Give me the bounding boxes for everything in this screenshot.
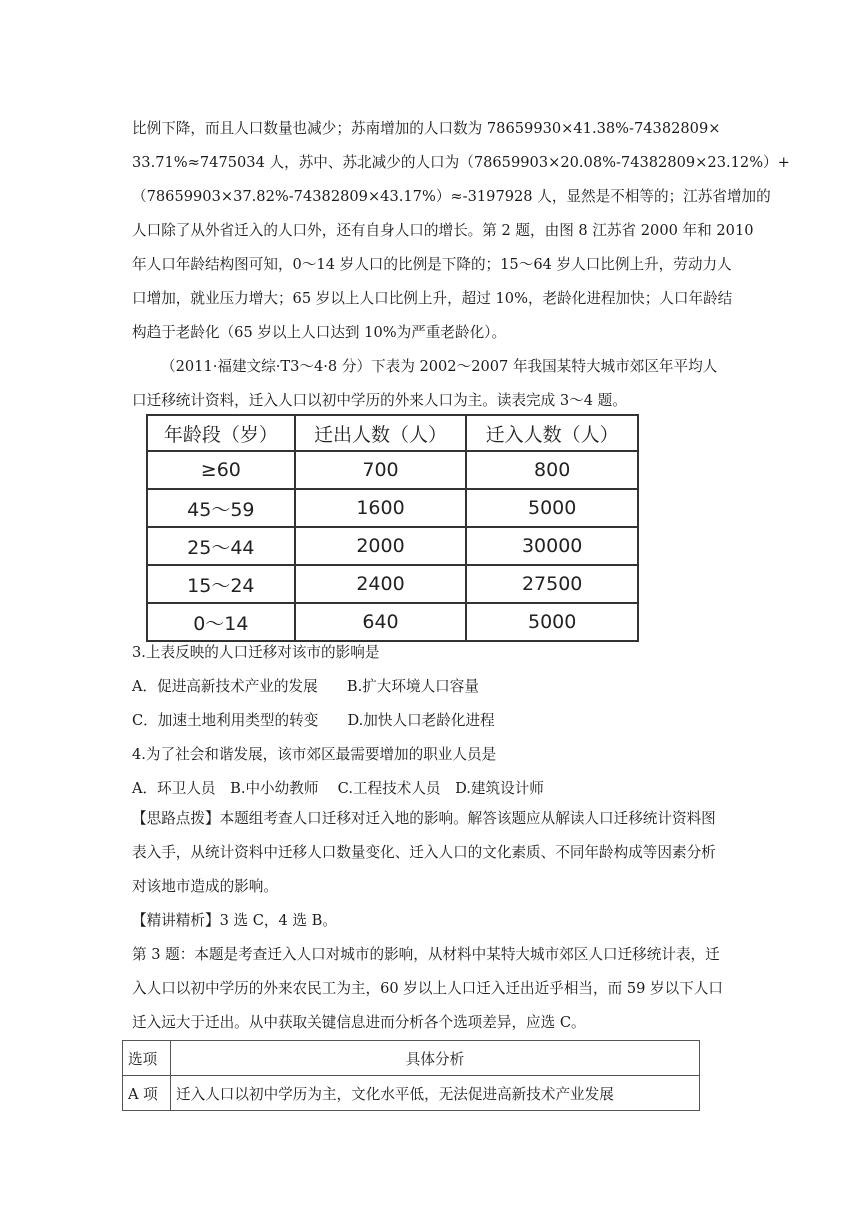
table-cell: 5000 xyxy=(466,489,638,527)
text-line: 口增加，就业压力增大；65 岁以上人口比例上升，超过 10%，老龄化进程加快；人口年龄结 xyxy=(132,290,733,307)
text-line: 对该地市造成的影响。 xyxy=(132,878,278,895)
table-cell: ≥60 xyxy=(147,451,295,489)
table-cell: 5000 xyxy=(466,603,638,641)
text-line: 表入手，从统计资料中迁移人口数量变化、迁入人口的文化素质、不同年龄构成等因素分析 xyxy=(132,844,716,861)
table-cell: 迁入人口以初中学历为主，文化水平低，无法促进高新技术产业发展 xyxy=(171,1076,700,1111)
answer-line xyxy=(132,904,742,938)
table-cell: 45～59 xyxy=(147,489,295,527)
question-3 xyxy=(132,636,742,738)
explanation-q3 xyxy=(132,938,742,1040)
table-cell: 640 xyxy=(295,603,467,641)
table-row xyxy=(123,1076,700,1111)
text-line: 年人口年龄结构图可知，0～14 岁人口的比例是下降的；15～64 岁人口比例上升，劳动力人 xyxy=(132,256,732,273)
table-cell: 1600 xyxy=(295,489,467,527)
table-row xyxy=(147,451,638,489)
table-cell: 25～44 xyxy=(147,527,295,565)
table-header-cell: 具体分析 xyxy=(171,1041,700,1076)
table-header-cell: 选项 xyxy=(123,1041,171,1076)
text-line: （2011·福建文综·T3～4·8 分）下表为 2002～2007 年我国某特大城市郊区年平均人 xyxy=(161,358,718,375)
text-line: 33.71%≈7475034 人，苏中、苏北减少的人口为（78659903×20.08%-74382809×23.12%）+ xyxy=(132,154,790,171)
table-cell: 2000 xyxy=(295,527,467,565)
table-cell: 800 xyxy=(466,451,638,489)
table-header-cell: 迁入人数（人） xyxy=(466,415,638,451)
table-header-row xyxy=(147,415,638,451)
question-4 xyxy=(132,738,742,806)
table-cell: 2400 xyxy=(295,565,467,603)
table-cell: 700 xyxy=(295,451,467,489)
answer-text: 【精讲精析】3 选 C，4 选 B。 xyxy=(132,912,337,929)
table-cell: 0～14 xyxy=(147,603,295,641)
table-header-cell: 迁出人数（人） xyxy=(295,415,467,451)
table-header-cell: 年龄段（岁） xyxy=(147,415,295,451)
answer-options: A．环卫人员 B.中小幼教师 C.工程技术人员 D.建筑设计师 xyxy=(132,780,544,797)
question-stem: 4.为了社会和谐发展，该市郊区最需要增加的职业人员是 xyxy=(132,746,497,763)
text-line: （78659903×37.82%-74382809×43.17%）≈-3197928 人，显然是不相等的；江苏省增加的 xyxy=(132,188,771,205)
table-header-row xyxy=(123,1041,700,1076)
analysis-table xyxy=(122,1040,700,1111)
text-line: 第 3 题：本题是考查迁入人口对城市的影响，从材料中某特大城市郊区人口迁移统计表，迁 xyxy=(132,946,720,963)
answer-options: A．促进高新技术产业的发展 B.扩大环境人口容量 xyxy=(132,678,479,695)
text-line: 【思路点拨】本题组考查人口迁移对迁入地的影响。解答该题应从解读人口迁移统计资料图 xyxy=(132,810,716,827)
table-row xyxy=(147,565,638,603)
text-line: 迁入远大于迁出。从中获取关键信息进而分析各个选项差异，应选 C。 xyxy=(132,1014,586,1031)
text-line: 入人口以初中学历的外来农民工为主，60 岁以上人口迁入迁出近乎相当，而 59 岁以下人口 xyxy=(132,980,724,997)
table-cell: 15～24 xyxy=(147,565,295,603)
table-cell: 27500 xyxy=(466,565,638,603)
text-line: 人口除了从外省迁入的人口外，还有自身人口的增长。第 2 题，由图 8 江苏省 2000 年和 2010 xyxy=(132,222,754,239)
answer-options: C．加速土地利用类型的转变 D.加快人口老龄化进程 xyxy=(132,712,495,729)
text-line: 口迁移统计资料，迁入人口以初中学历的外来人口为主。读表完成 3～4 题。 xyxy=(132,392,627,409)
hint-paragraph xyxy=(132,802,742,904)
paragraph-explanation-q1-q2 xyxy=(132,112,790,350)
text-line: 比例下降，而且人口数量也减少；苏南增加的人口数为 78659930×41.38%-74382809× xyxy=(132,120,721,137)
question-stem: 3.上表反映的人口迁移对该市的影响是 xyxy=(132,644,380,661)
table-cell: 30000 xyxy=(466,527,638,565)
table-cell: A 项 xyxy=(123,1076,171,1111)
text-line: 构趋于老龄化（65 岁以上人口达到 10%为严重老龄化）。 xyxy=(132,324,507,341)
migration-statistics-table xyxy=(146,414,639,642)
question-intro xyxy=(132,350,742,418)
table-row xyxy=(147,489,638,527)
table-row xyxy=(147,527,638,565)
